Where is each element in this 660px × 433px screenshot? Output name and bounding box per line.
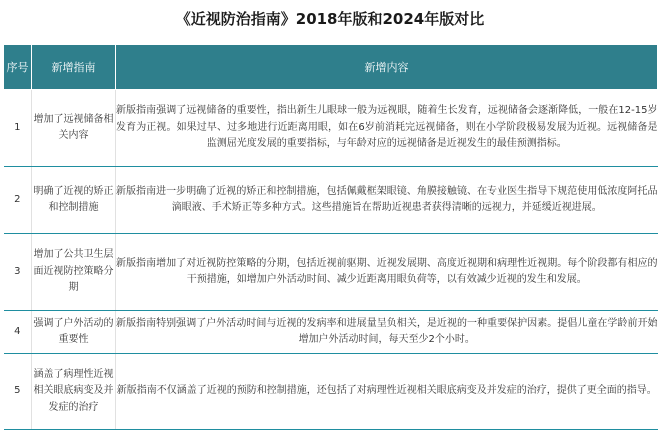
- row-feature: 增加了远视储备相关内容: [32, 90, 116, 167]
- row-feature: 增加了公共卫生层面近视防控策略分期: [32, 234, 116, 311]
- row-feature: 明确了近视的矫正和控制措施: [32, 167, 116, 234]
- header-seq: 序号: [4, 45, 32, 90]
- row-content: 新版指南特别强调了户外活动时间与近视的发病率和进展量呈负相关，是近视的一种重要保护因素。提倡儿童在学龄前开始增加户外活动时间，每天至少2个小时。: [116, 311, 658, 354]
- row-content: 新版指南强调了远视储备的重要性，指出新生儿眼球一般为远视眼，随着生长发育，远视储备会逐渐降低，一般在12-15岁发育为正视。如果过早、过多地进行近距离用眼，如在6岁前消耗完远视储备，则在小学阶段极易发展为近视。远视储备是监测屈光度发展的重要指标，与年龄对应的远视储备是近视发生的最佳预测指标。: [116, 90, 658, 167]
- comparison-table: [3, 44, 658, 430]
- header-feature: 新增指南: [32, 45, 116, 90]
- table-row: [4, 90, 658, 167]
- table-header-row: [4, 45, 658, 90]
- row-seq: 1: [4, 90, 32, 167]
- header-content: 新增内容: [116, 45, 658, 90]
- row-seq: 5: [4, 354, 32, 430]
- row-seq: 2: [4, 167, 32, 234]
- row-feature: 强调了户外活动的重要性: [32, 311, 116, 354]
- page-title: 《近视防治指南》2018年版和2024年版对比: [175, 10, 485, 28]
- table-row: [4, 354, 658, 430]
- row-content: 新版指南进一步明确了近视的矫正和控制措施，包括佩戴框架眼镜、角膜接触镜、在专业医生指导下规范使用低浓度阿托品滴眼液、手术矫正等多种方式。这些措施旨在帮助近视患者获得清晰的远视力，并延缓近视进展。: [116, 167, 658, 234]
- row-seq: 3: [4, 234, 32, 311]
- row-seq: 4: [4, 311, 32, 354]
- row-feature: 涵盖了病理性近视相关眼底病变及并发症的治疗: [32, 354, 116, 430]
- table-row: [4, 311, 658, 354]
- table-row: [4, 234, 658, 311]
- table-row: [4, 167, 658, 234]
- row-content: 新版指南增加了对近视防控策略的分期，包括近视前驱期、近视发展期、高度近视期和病理性近视期。每个阶段都有相应的干预措施，如增加户外活动时间、减少近距离用眼负荷等，以有效减少近视的发生和发展。: [116, 234, 658, 311]
- row-content: 新版指南不仅涵盖了近视的预防和控制措施，还包括了对病理性近视相关眼底病变及并发症的治疗，提供了更全面的指导。: [116, 354, 658, 430]
